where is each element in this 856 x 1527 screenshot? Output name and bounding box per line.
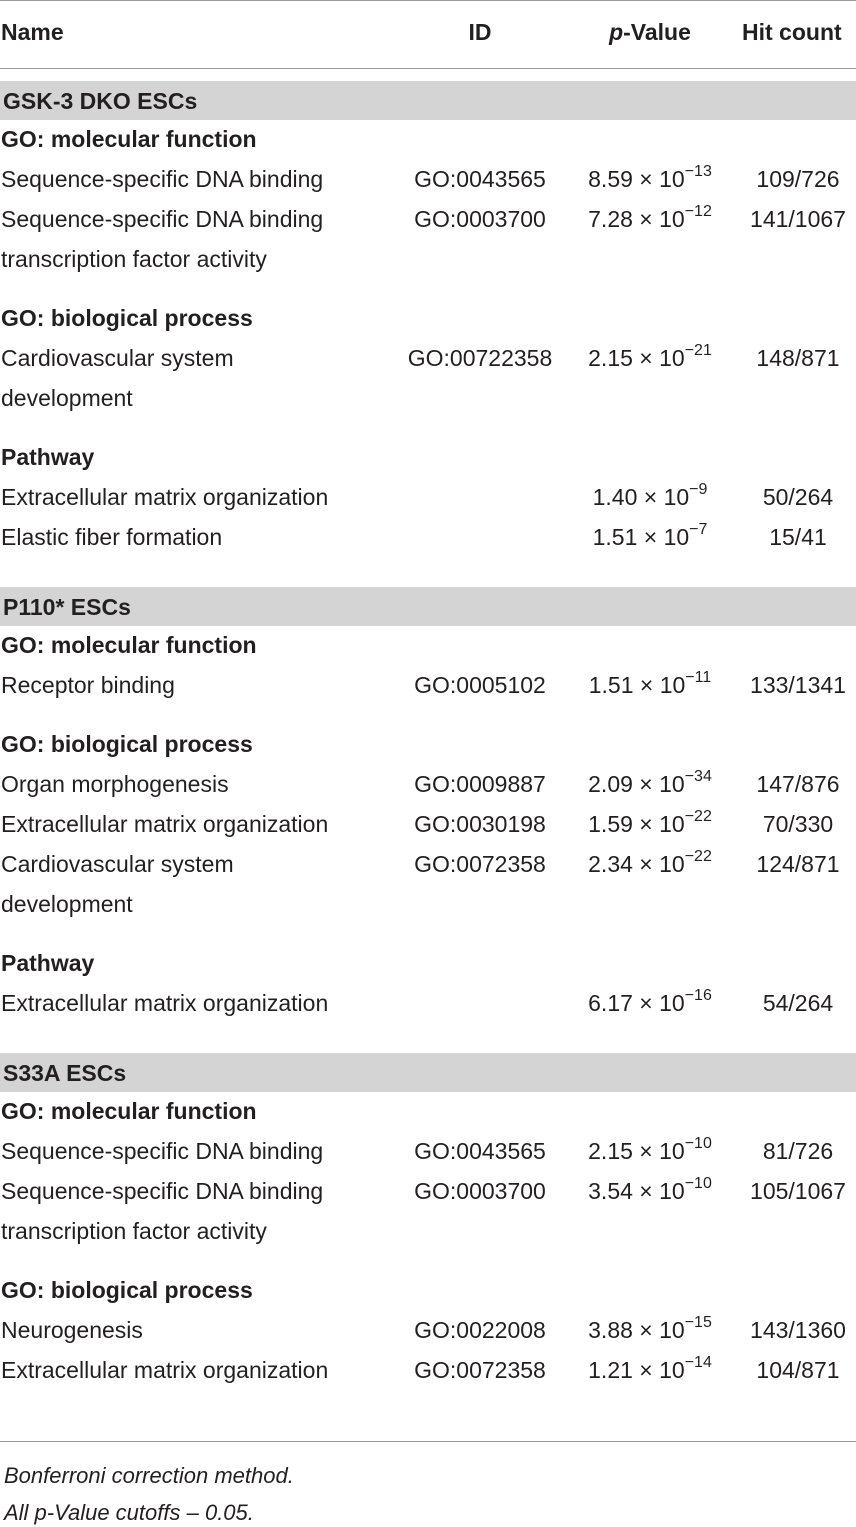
row-p-value (560, 1356, 740, 1384)
p-value-base: 1.51 × 10 (588, 672, 686, 698)
row-hit-count: 109/726 (756, 166, 840, 192)
p-value-exponent: −11 (685, 669, 712, 687)
row-go-id: GO:0022008 (414, 1317, 546, 1343)
row-hit-count: 147/876 (756, 771, 840, 797)
row-p-value (560, 205, 740, 233)
row-hit-count: 70/330 (762, 811, 834, 837)
p-value-base: 6.17 × 10 (588, 990, 685, 1016)
row-p-value (560, 344, 740, 372)
row-name: Receptor binding (1, 672, 175, 698)
section-title: GO: molecular function (1, 632, 257, 658)
p-value-exponent: −10 (684, 1175, 712, 1193)
row-hit-count: 81/726 (762, 1138, 834, 1164)
row-name: Neurogenesis (1, 1317, 143, 1343)
row-go-id: GO:0030198 (414, 811, 546, 837)
row-hit-count: 133/1341 (750, 672, 846, 698)
row-hit-count: 141/1067 (750, 206, 846, 232)
row-hit-count: 148/871 (756, 345, 840, 371)
row-go-id: GO:0009887 (414, 771, 546, 797)
row-go-id: GO:0072358 (414, 1357, 546, 1383)
group-title: GSK-3 DKO ESCs (3, 88, 198, 114)
p-value-base: 3.88 × 10 (588, 1317, 685, 1343)
row-go-id: GO:00722358 (407, 345, 553, 371)
row-p-value (560, 483, 740, 511)
p-value-exponent: −22 (684, 848, 712, 866)
row-hit-count: 15/41 (769, 524, 827, 550)
row-name: Cardiovascular system (1, 851, 234, 877)
row-hit-count: 104/871 (756, 1357, 840, 1383)
row-name: Cardiovascular system (1, 345, 234, 371)
p-value-exponent: −14 (684, 1354, 712, 1372)
row-hit-count: 124/871 (756, 851, 840, 877)
row-name: Sequence-specific DNA binding (1, 1138, 324, 1164)
p-value-exponent: −16 (684, 987, 712, 1005)
p-value-exponent: −9 (689, 481, 708, 499)
section-title: GO: biological process (1, 731, 253, 757)
row-go-id: GO:0003700 (414, 206, 546, 232)
row-name: Sequence-specific DNA binding (1, 206, 324, 232)
top-rule (0, 0, 856, 1)
p-value-exponent: −22 (684, 808, 712, 826)
p-value-exponent: −34 (684, 768, 712, 786)
row-name: Extracellular matrix organization (1, 484, 329, 510)
p-value-base: 1.59 × 10 (588, 811, 685, 837)
row-p-value (560, 810, 740, 838)
row-go-id: GO:0005102 (414, 672, 546, 698)
group-title: S33A ESCs (3, 1060, 127, 1086)
p-value-exponent: −13 (684, 163, 712, 181)
row-name: development (1, 385, 133, 411)
row-p-value (560, 1177, 740, 1205)
group-band (0, 81, 856, 120)
row-p-value (560, 770, 740, 798)
row-name: development (1, 891, 133, 917)
header-name: Name (1, 19, 64, 45)
row-p-value (560, 850, 740, 878)
row-name: Sequence-specific DNA binding (1, 166, 324, 192)
p-value-base: 2.09 × 10 (588, 771, 685, 797)
row-name: Extracellular matrix organization (1, 990, 329, 1016)
row-go-id: GO:0072358 (414, 851, 546, 877)
p-value-exponent: −15 (684, 1314, 712, 1332)
row-name: Sequence-specific DNA binding (1, 1178, 324, 1204)
row-name: transcription factor activity (1, 246, 267, 272)
row-p-value (560, 523, 740, 551)
row-name: Extracellular matrix organization (1, 811, 329, 837)
group-band (0, 587, 856, 626)
row-p-value (560, 1316, 740, 1344)
header-hit-count: Hit count (742, 19, 842, 45)
section-title: GO: molecular function (1, 126, 257, 152)
row-p-value (560, 1137, 740, 1165)
p-value-base: 2.15 × 10 (588, 345, 685, 371)
p-value-base: 3.54 × 10 (588, 1178, 685, 1204)
p-value-exponent: −7 (689, 521, 708, 539)
row-hit-count: 54/264 (762, 990, 834, 1016)
header-id: ID (468, 19, 492, 45)
bottom-rule (0, 1441, 856, 1442)
p-value-base: 2.15 × 10 (588, 1138, 685, 1164)
section-title: GO: biological process (1, 1277, 253, 1303)
header-rule (0, 68, 856, 69)
p-value-exponent: −12 (684, 203, 712, 221)
row-name: Extracellular matrix organization (1, 1357, 329, 1383)
footnote-cutoff: All p-Value cutoffs – 0.05. (4, 1500, 254, 1525)
p-value-base: 1.40 × 10 (592, 484, 690, 510)
row-go-id: GO:0043565 (414, 166, 546, 192)
row-p-value (560, 989, 740, 1017)
header-p-value: p-Value (609, 19, 691, 45)
row-hit-count: 50/264 (762, 484, 834, 510)
section-title: Pathway (1, 950, 95, 976)
row-go-id: GO:0043565 (414, 1138, 546, 1164)
p-value-base: 7.28 × 10 (588, 206, 685, 232)
section-title: GO: biological process (1, 305, 253, 331)
row-name: Elastic fiber formation (1, 524, 223, 550)
footnote-correction: Bonferroni correction method. (4, 1463, 294, 1488)
p-value-base: 1.51 × 10 (592, 524, 690, 550)
row-p-value (560, 671, 740, 699)
p-value-exponent: −10 (684, 1135, 712, 1153)
row-name: Organ morphogenesis (1, 771, 229, 797)
group-band (0, 1053, 856, 1092)
p-value-base: 8.59 × 10 (588, 166, 685, 192)
p-value-base: 2.34 × 10 (588, 851, 685, 877)
row-name: transcription factor activity (1, 1218, 267, 1244)
row-p-value (560, 165, 740, 193)
p-value-base: 1.21 × 10 (588, 1357, 685, 1383)
row-hit-count: 143/1360 (750, 1317, 846, 1343)
p-value-exponent: −21 (684, 342, 712, 360)
row-hit-count: 105/1067 (750, 1178, 846, 1204)
section-title: GO: molecular function (1, 1098, 257, 1124)
section-title: Pathway (1, 444, 95, 470)
row-go-id: GO:0003700 (414, 1178, 546, 1204)
group-title: P110* ESCs (3, 594, 131, 620)
